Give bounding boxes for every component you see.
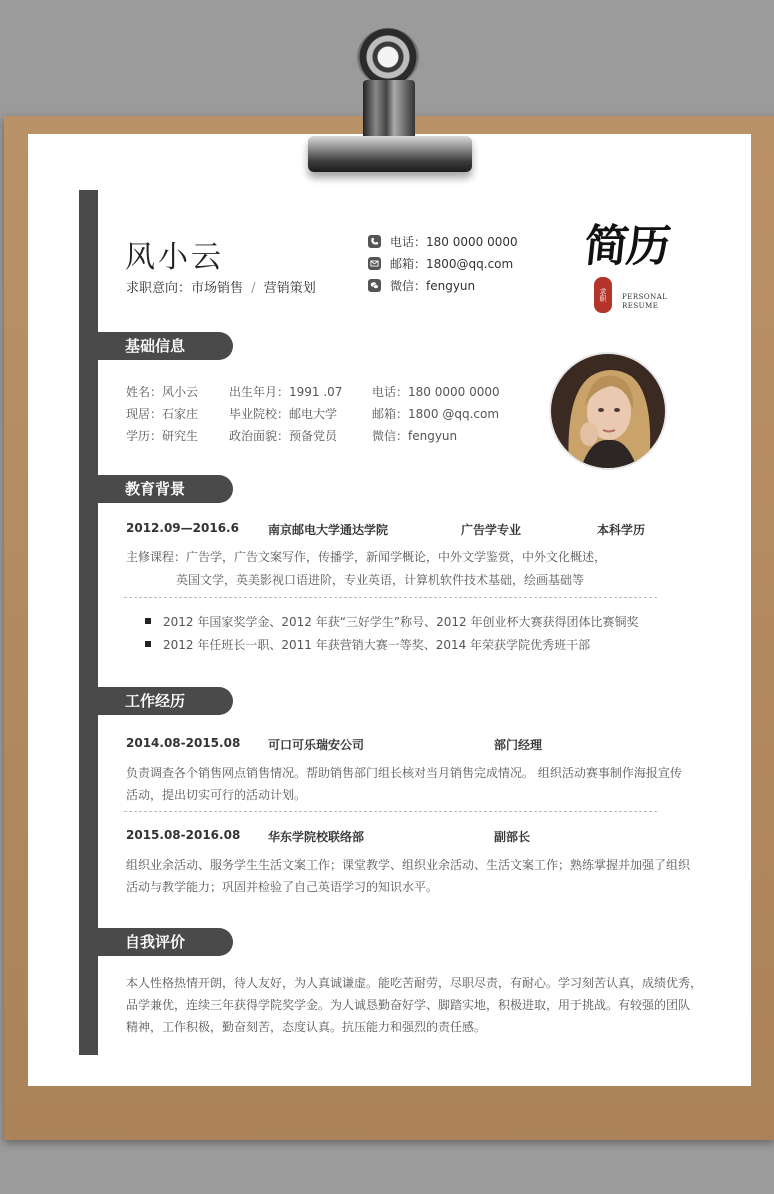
intent-label: 求职意向： — [126, 281, 192, 296]
edu-degree: 本科学历 — [597, 523, 646, 537]
job-2-period: 2015.08-2016.08 — [126, 828, 241, 842]
basic-name: 姓名：风小云 — [126, 385, 199, 399]
resume-brand-english — [622, 293, 667, 311]
self-eval-line-1: 本人性格热情开朗，待人友好，为人真诚谦虚。能吃苦耐劳，尽职尽责，有耐心。学习刻苦认真，成绩优秀， — [126, 976, 703, 990]
job-2-desc-line-1: 组织业余活动、服务学生生活文案工作；课堂教学、组织业余活动、生活文案工作；熟练掌握并加强了组织 — [126, 858, 691, 872]
self-eval-line-3: 精神，工作积极，勤奋刻苦，态度认真。抗压能力和强烈的责任感。 — [126, 1020, 487, 1034]
brand-en-line-2: RESUME — [622, 302, 659, 310]
self-eval-line-2: 品学兼优，连续三年获得学院奖学金。为人诚恳勤奋好学、脚踏实地，积极进取，用于挑战。有较强的团队 — [126, 998, 691, 1012]
header-phone — [368, 233, 518, 250]
job-2-company: 华东学院校联络部 — [268, 830, 365, 844]
phone-icon — [368, 235, 381, 248]
edu-honor-2: 2012 年任班长一职、2011 年获营销大赛一等奖、2014 年荣获学院优秀班干部 — [163, 638, 591, 652]
edu-major: 广告学专业 — [461, 523, 522, 537]
header-wechat-text: 微信：fengyun — [390, 279, 476, 293]
page-title: 风小云 — [125, 240, 224, 275]
job-1-company: 可口可乐瑞安公司 — [268, 738, 365, 752]
intent-job-1: 市场销售 — [191, 281, 244, 296]
divider — [124, 597, 657, 598]
edu-school: 南京邮电大学通达学院 — [268, 523, 389, 537]
header-email — [368, 255, 513, 272]
basic-phone: 电话：180 0000 0000 — [372, 385, 500, 399]
job-1-desc-line-1: 负责调查各个销售网点销售情况。帮助销售部门组长核对当月销售完成情况。 组织活动赛事制作海报宣传 — [126, 766, 682, 780]
left-accent-bar — [79, 190, 98, 1055]
basic-email: 邮箱：1800 @qq.com — [372, 407, 500, 421]
section-education: 教育背景 — [98, 475, 233, 503]
mail-icon — [368, 257, 381, 270]
resume-seal: 求职 — [594, 277, 612, 313]
avatar — [551, 354, 665, 468]
intent-separator: / — [251, 281, 256, 296]
job-intent — [126, 277, 316, 296]
edu-period: 2012.09—2016.6 — [126, 521, 239, 535]
binder-clip-body — [363, 80, 415, 142]
basic-birth: 出生年月：1991 .07 — [229, 385, 343, 399]
edu-courses-line-2: 英国文学，英美影视口语进阶，专业英语，计算机软件技术基础，绘画基础等 — [176, 573, 585, 587]
section-work: 工作经历 — [98, 687, 233, 715]
basic-education: 学历：研究生 — [126, 429, 199, 443]
bullet-icon — [145, 641, 151, 647]
section-self-evaluation: 自我评价 — [98, 928, 233, 956]
job-2-role: 副部长 — [494, 830, 531, 844]
bullet-icon — [145, 618, 151, 624]
section-basic-info: 基础信息 — [98, 332, 233, 360]
header-email-text: 邮箱：1800@qq.com — [390, 257, 514, 271]
divider — [124, 811, 657, 812]
job-1-period: 2014.08-2015.08 — [126, 736, 241, 750]
basic-politics: 政治面貌：预备党员 — [229, 429, 338, 443]
intent-job-2: 营销策划 — [263, 281, 316, 296]
basic-wechat: 微信：fengyun — [372, 429, 458, 443]
brand-en-line-1: PERSONAL — [622, 293, 668, 301]
header-wechat — [368, 277, 475, 294]
basic-school: 毕业院校：邮电大学 — [229, 407, 338, 421]
wechat-icon — [368, 279, 381, 292]
binder-clip-ring — [357, 28, 419, 86]
job-1-role: 部门经理 — [494, 738, 543, 752]
job-2-desc-line-2: 活动与教学能力；巩固并检验了自己英语学习的知识水平。 — [126, 880, 439, 894]
header-phone-text: 电话：180 0000 0000 — [390, 235, 518, 249]
edu-honor-1: 2012 年国家奖学金、2012 年获“三好学生”称号、2012 年创业杯大赛获得团体比赛铜奖 — [163, 615, 639, 629]
basic-residence: 现居：石家庄 — [126, 407, 199, 421]
edu-courses-line-1: 主修课程：广告学，广告文案写作，传播学，新闻学概论，中外文学鉴赏，中外文化概述， — [126, 550, 607, 564]
job-1-desc-line-2: 活动，提出切实可行的活动计划。 — [126, 788, 307, 802]
binder-clip-base — [308, 136, 472, 172]
resume-brand-title: 简历 — [581, 221, 672, 272]
